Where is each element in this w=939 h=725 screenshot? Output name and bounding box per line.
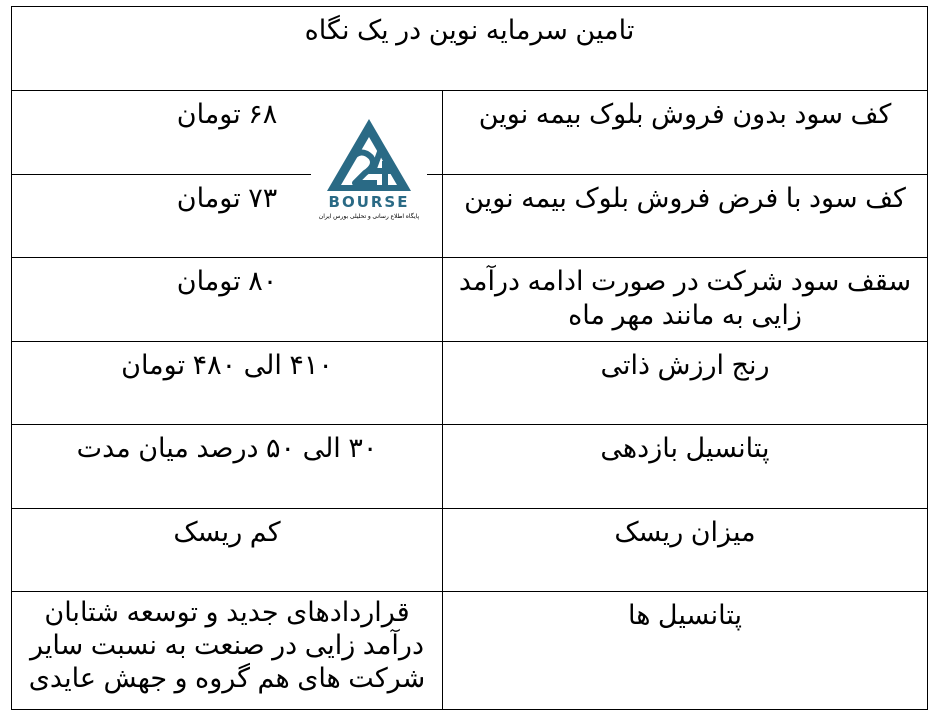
row-label: میزان ریسک	[614, 517, 756, 547]
row-value: ۶۸ تومان	[12, 91, 443, 174]
row-label: رنج ارزش ذاتی	[600, 350, 770, 380]
table-row	[12, 91, 927, 175]
row-label: کف سود بدون فروش بلوک بیمه نوین	[478, 99, 892, 129]
row-value: ۴۱۰ الی ۴۸۰ تومان	[12, 342, 443, 424]
row-value: ۸۰ تومان	[12, 258, 443, 341]
row-label: پتانسیل ها	[627, 600, 743, 630]
table-row	[12, 425, 927, 509]
row-value: ۷۳ تومان	[12, 175, 443, 257]
summary-table	[11, 6, 928, 710]
row-value: کم ریسک	[12, 509, 443, 591]
row-label: پتانسیل بازدهی	[600, 433, 770, 463]
row-value: قراردادهای جدید و توسعه شتابان درآمد زایی در صنعت به نسبت سایر شرکت های هم گروه و جهش عایدی	[12, 592, 443, 709]
table-row	[12, 592, 927, 709]
table-row	[12, 175, 927, 258]
logo-subtitle: پایگاه اطلاع رسانی و تحلیلی بورس ایران	[318, 214, 420, 220]
bourse-logo-icon	[311, 111, 427, 195]
row-label: کف سود با فرض فروش بلوک بیمه نوین	[464, 183, 906, 213]
table-row	[12, 258, 927, 342]
logo-wordmark: BOURSE	[328, 193, 410, 211]
row-label: سقف سود شرکت در صورت ادامه درآمد زایی به مانند مهر ماه	[458, 266, 912, 330]
table-title-row	[12, 7, 927, 91]
row-value: ۳۰ الی ۵۰ درصد میان مدت	[12, 425, 443, 508]
table-title: تامین سرمایه نوین در یک نگاه	[304, 15, 635, 45]
table-row	[12, 342, 927, 425]
bourse-logo	[311, 111, 427, 235]
table-row	[12, 509, 927, 592]
